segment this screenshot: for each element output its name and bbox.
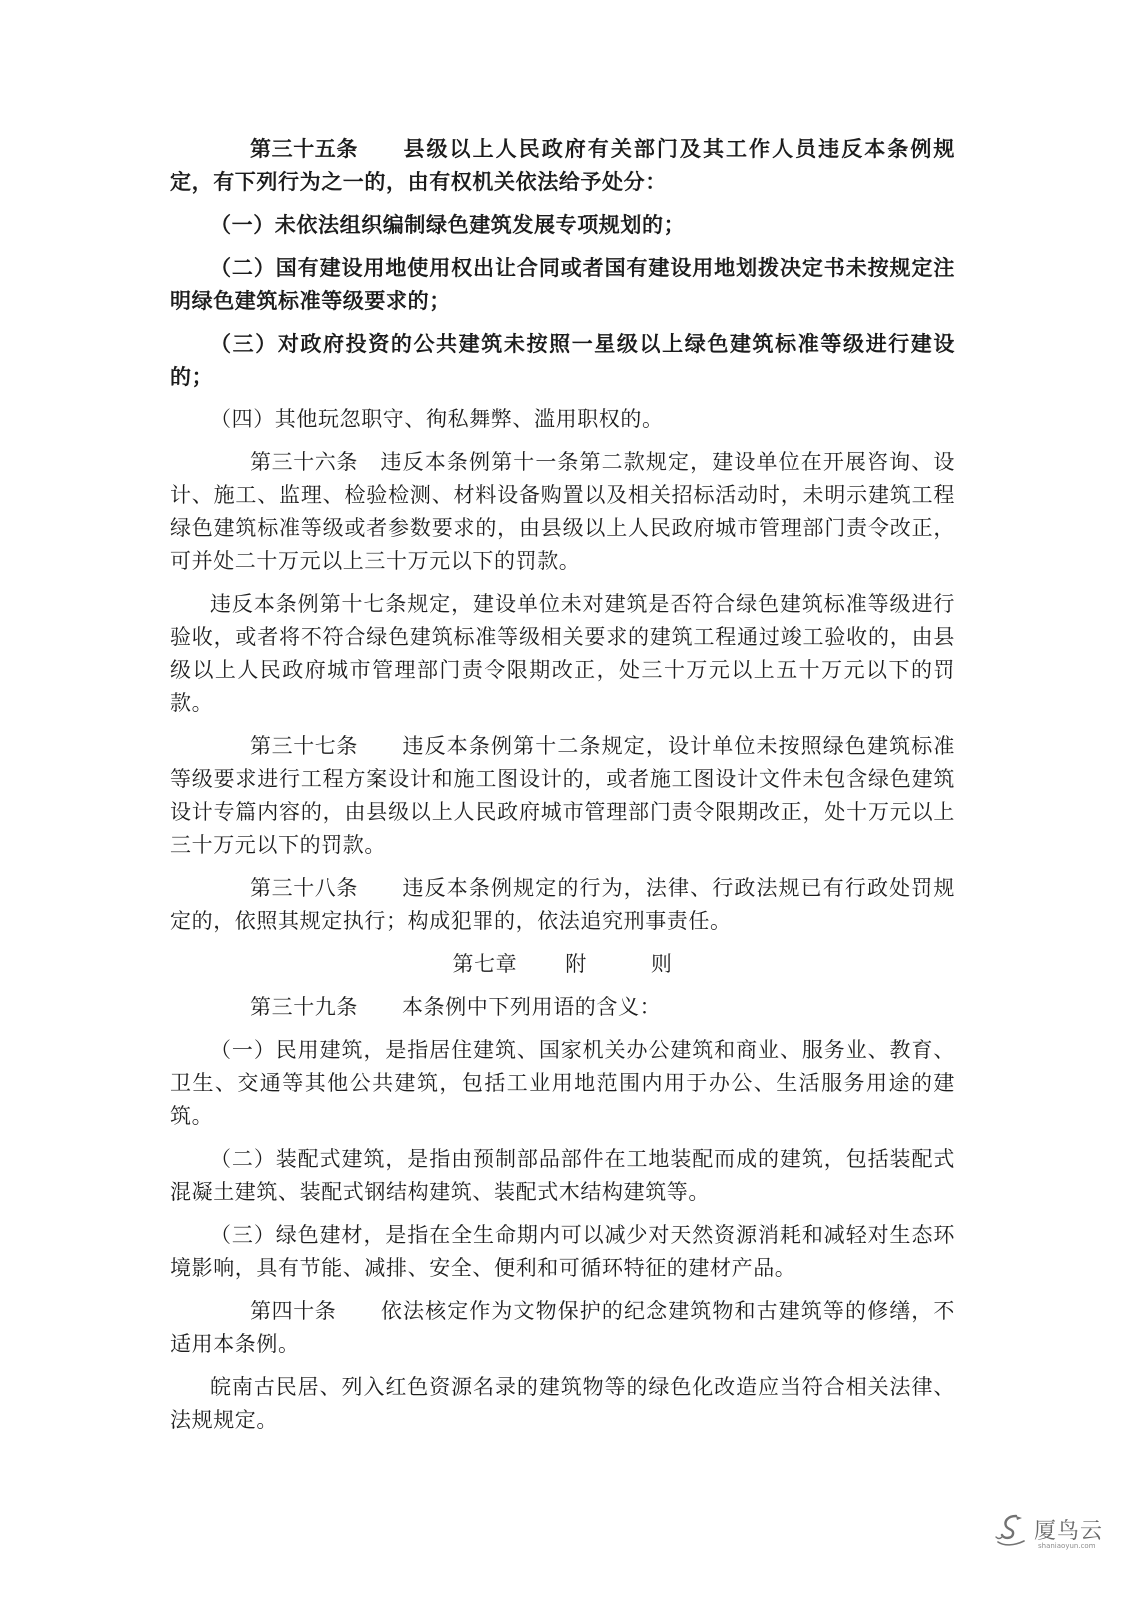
article-number: 第三十六条 <box>250 450 358 474</box>
article-number: 第三十八条 <box>250 876 358 900</box>
article-35 <box>170 132 955 198</box>
article-text: 依法核定作为文物保护的纪念建筑物和古建筑等的修缮，不适用本条例。 <box>170 1299 955 1356</box>
watermark-text: 厦鸟云 <box>1034 1519 1104 1544</box>
watermark <box>994 1508 1114 1558</box>
watermark-url: shaniaoyun.com <box>1038 1542 1096 1550</box>
article-paragraph: 皖南古民居、列入红色资源名录的建筑物等的绿色化改造应当符合相关法律、法规规定。 <box>170 1375 955 1432</box>
article-36 <box>170 446 955 578</box>
list-item: （一）未依法组织编制绿色建筑发展专项规划的； <box>210 212 686 237</box>
list-item: （一）民用建筑，是指居住建筑、国家机关办公建筑和商业、服务业、教育、卫生、交通等其他公共建筑，包括工业用地范围内用于办公、生活服务用途的建筑。 <box>170 1038 955 1128</box>
article-37 <box>170 730 955 862</box>
article-number: 第三十五条 <box>250 136 358 161</box>
article-text: 违反本条例第十二条规定，设计单位未按照绿色建筑标准等级要求进行工程方案设计和施工图设计的，或者施工图设计文件未包含绿色建筑设计专篇内容的，由县级以上人民政府城市管理部门责令限期改正，处十万元以上三十万元以下的罚款。 <box>170 734 955 857</box>
article-text: 违反本条例第十一条第二款规定，建设单位在开展咨询、设计、施工、监理、检验检测、材料设备购置以及相关招标活动时，未明示建筑工程绿色建筑标准等级或者参数要求的，由县级以上人民政府城市管理部门责令改正，可并处二十万元以上三十万元以下的罚款。 <box>170 450 955 573</box>
document-page <box>170 132 955 1447</box>
article-paragraph: 违反本条例第十七条规定，建设单位未对建筑是否符合绿色建筑标准等级进行验收，或者将不符合绿色建筑标准等级相关要求的建筑工程通过竣工验收的，由县级以上人民政府城市管理部门责令限期改正，处三十万元以上五十万元以下的罚款。 <box>170 592 955 715</box>
article-number: 第三十七条 <box>250 734 358 758</box>
bird-logo-icon <box>994 1512 1030 1550</box>
article-39 <box>170 991 955 1024</box>
article-text: 违反本条例规定的行为，法律、行政法规已有行政处罚规定的，依照其规定执行；构成犯罪的，依法追究刑事责任。 <box>170 876 955 933</box>
chapter-number: 第七章 <box>452 952 518 976</box>
chapter-title-part: 则 <box>650 952 673 976</box>
list-item: （四）其他玩忽职守、徇私舞弊、滥用职权的。 <box>210 407 664 431</box>
article-number: 第四十条 <box>250 1299 337 1323</box>
chapter-title-part: 附 <box>565 952 587 976</box>
list-item: （三）对政府投资的公共建筑未按照一星级以上绿色建筑标准等级进行建设的； <box>170 331 955 389</box>
article-number: 第三十九条 <box>250 995 358 1019</box>
list-item: （二）装配式建筑，是指由预制部品部件在工地装配而成的建筑，包括装配式混凝土建筑、装配式钢结构建筑、装配式木结构建筑等。 <box>170 1147 955 1204</box>
article-40 <box>170 1295 955 1361</box>
article-text: 县级以上人民政府有关部门及其工作人员违反本条例规定，有下列行为之一的，由有权机关依法给予处分： <box>170 136 955 194</box>
chapter-heading <box>170 948 955 981</box>
list-item: （三）绿色建材，是指在全生命期内可以减少对天然资源消耗和减轻对生态环境影响，具有节能、减排、安全、便利和可循环特征的建材产品。 <box>170 1223 955 1280</box>
article-text: 本条例中下列用语的含义： <box>402 995 662 1019</box>
article-38 <box>170 872 955 938</box>
list-item: （二）国有建设用地使用权出让合同或者国有建设用地划拨决定书未按规定注明绿色建筑标准等级要求的； <box>170 255 955 313</box>
